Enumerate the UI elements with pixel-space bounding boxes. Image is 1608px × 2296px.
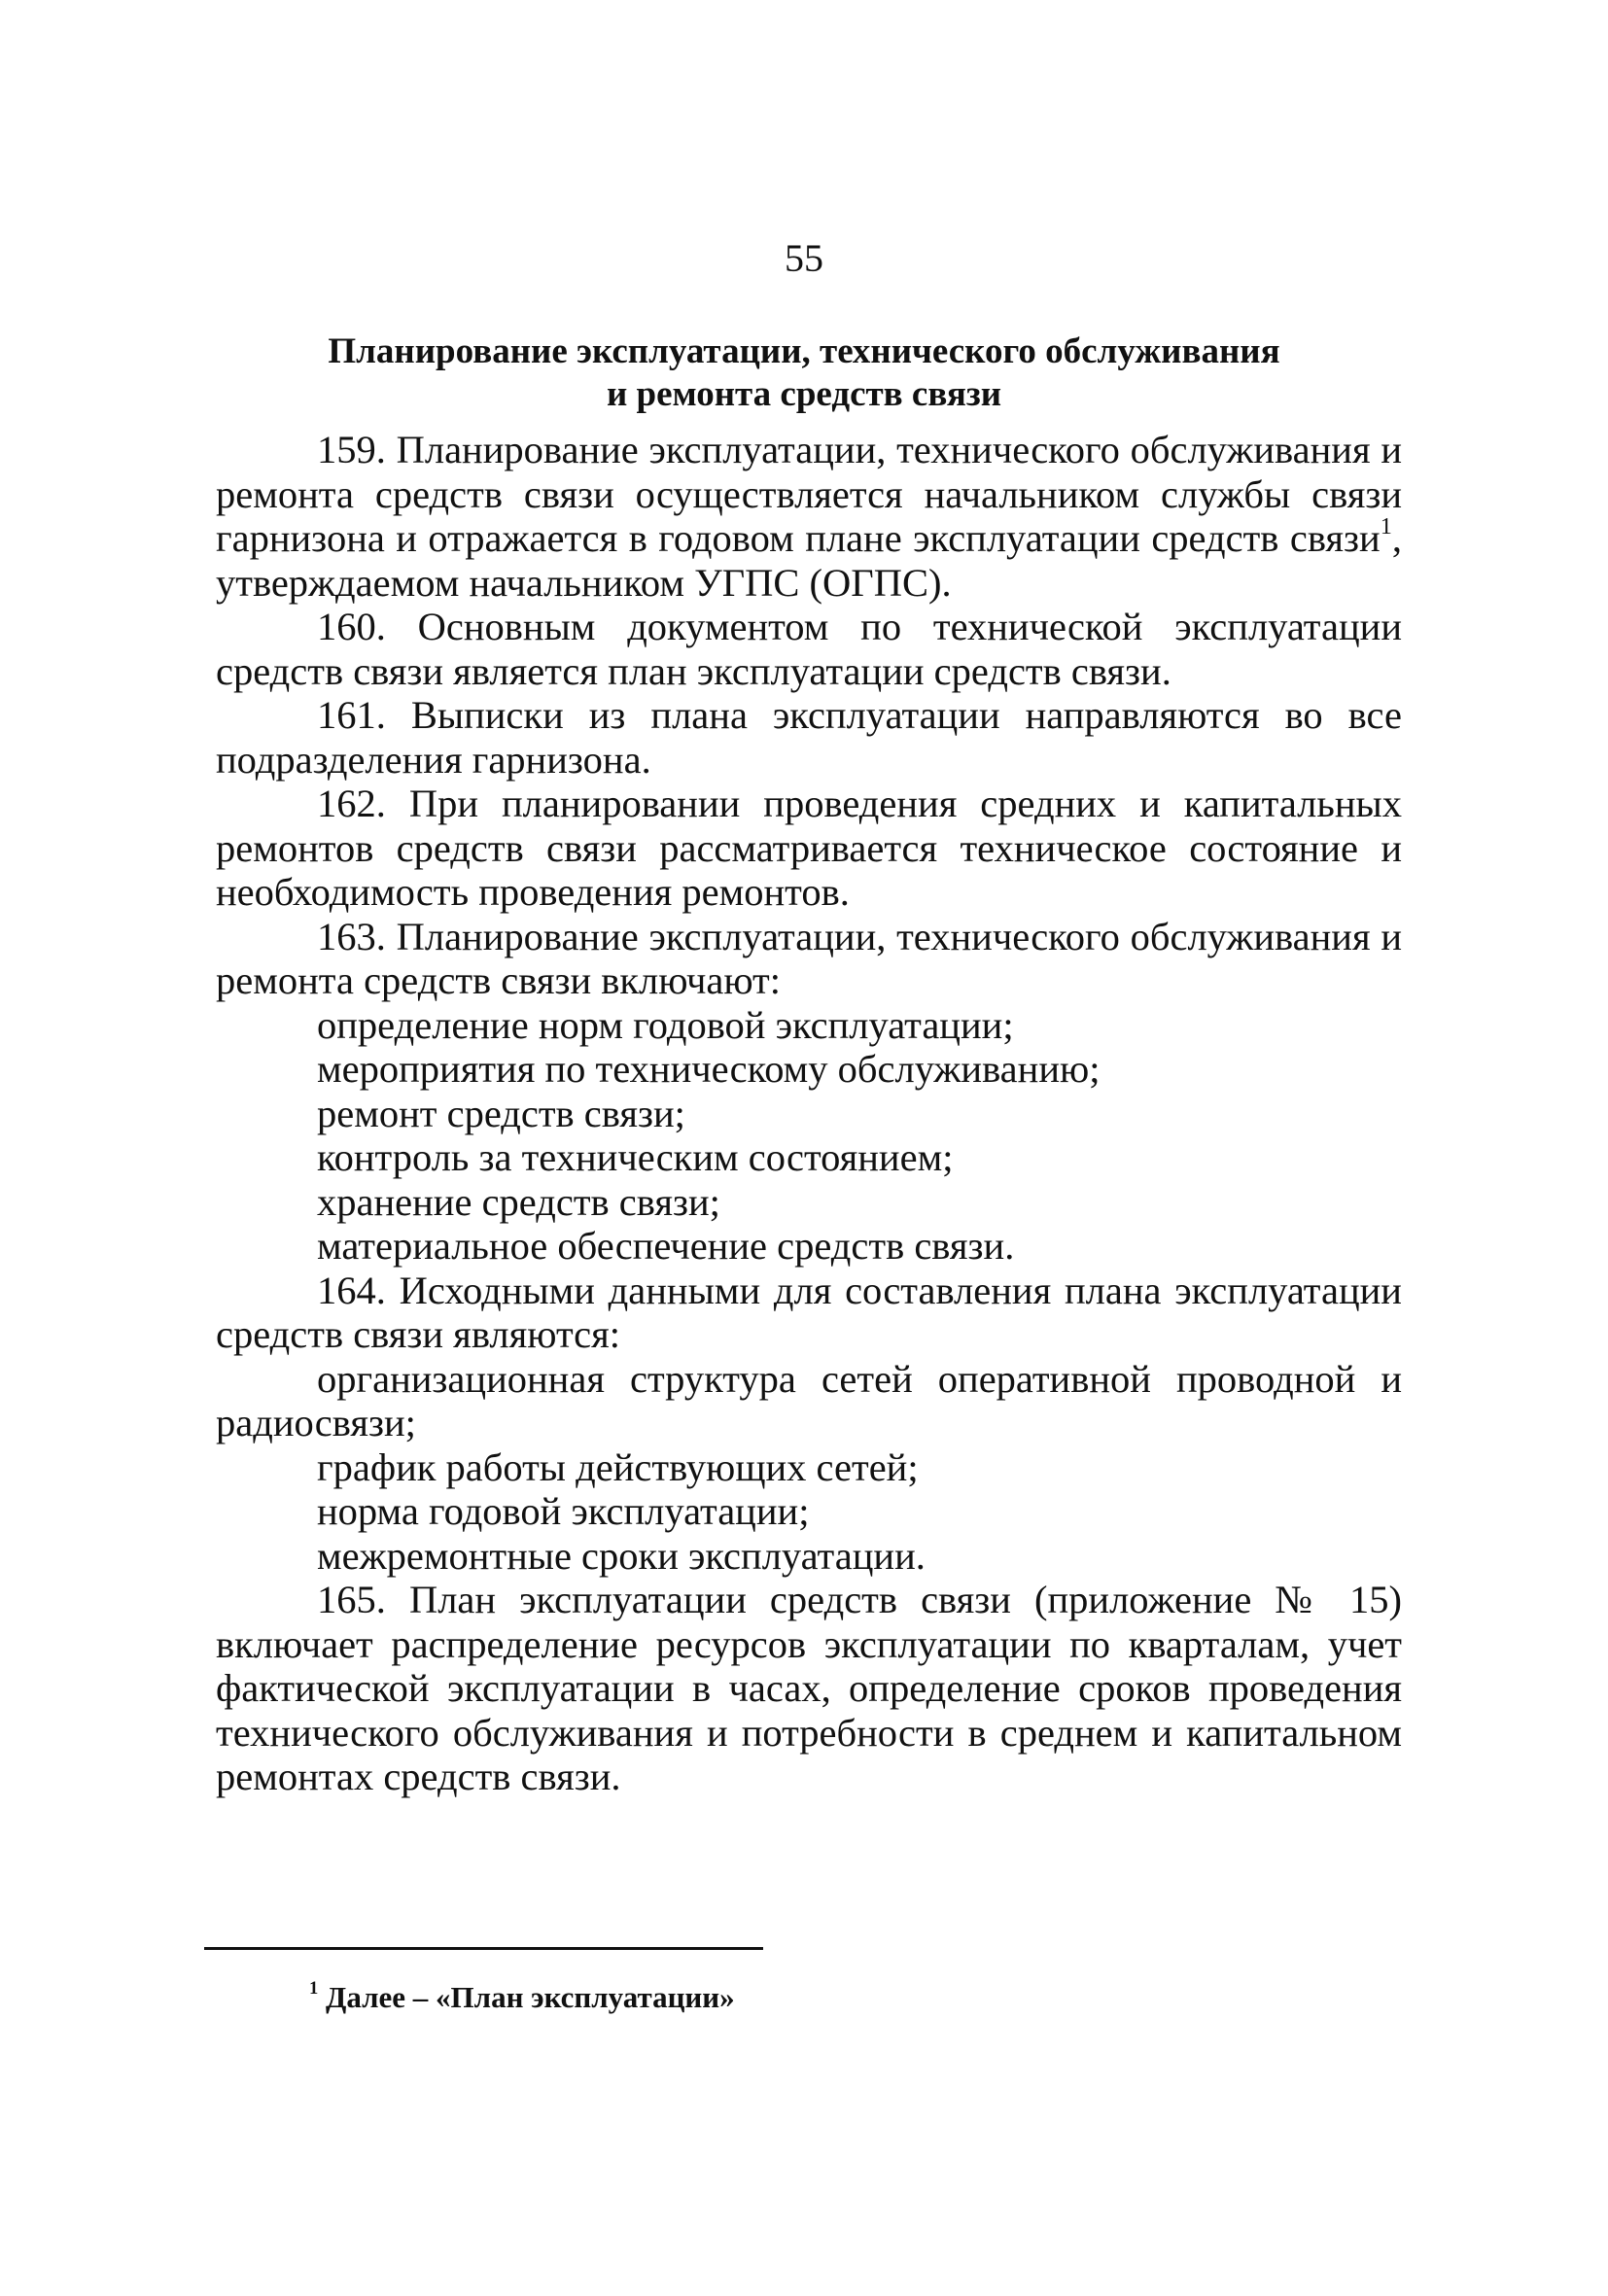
footnote-text: Далее – «План эксплуатации» bbox=[326, 1980, 735, 2014]
paragraph-163: 163. Планирование эксплуатации, технического обслуживания и ремонта средств связи включают: bbox=[216, 914, 1402, 1002]
list-item: определение норм годовой эксплуатации; bbox=[317, 1002, 1014, 1047]
list-item: организационная структура сетей оперативной проводной и радиосвязи; bbox=[216, 1356, 1402, 1444]
section-heading-line-2: и ремонта средств связи bbox=[606, 374, 1002, 414]
page-number: 55 bbox=[785, 236, 823, 280]
document-body bbox=[216, 428, 1402, 1799]
list-item: ремонт средств связи; bbox=[317, 1091, 685, 1135]
list-item: график работы действующих сетей; bbox=[317, 1444, 919, 1489]
list-item: норма годовой эксплуатации; bbox=[317, 1489, 810, 1533]
paragraph-159 bbox=[216, 428, 1402, 605]
paragraph-164: 164. Исходными данными для составления плана эксплуатации средств связи являются: bbox=[216, 1268, 1402, 1356]
footnote bbox=[309, 1979, 735, 2016]
list-item: мероприятия по техническому обслуживанию; bbox=[317, 1047, 1101, 1091]
list-item: межремонтные сроки эксплуатации. bbox=[317, 1533, 926, 1578]
footnote-marker: 1 bbox=[309, 1978, 319, 2000]
list-item: контроль за техническим состоянием; bbox=[317, 1135, 954, 1179]
list-item: хранение средств связи; bbox=[317, 1179, 720, 1224]
footnote-divider bbox=[204, 1947, 763, 1950]
section-heading bbox=[194, 330, 1414, 416]
paragraph-159-text-end: , утверждаемом начальником УГПС (ОГПС). bbox=[216, 516, 1402, 605]
paragraph-162: 162. При планировании проведения средних и капитальных ремонтов средств связи рассматривается техническое состояние и необходимость проведения ремонтов. bbox=[216, 782, 1402, 914]
paragraph-159-text: 159. Планирование эксплуатации, технического обслуживания и ремонта средств связи осуществляется начальником службы связи гарнизона и отражается в годовом плане эксплуатации средств связи bbox=[216, 428, 1402, 560]
paragraph-161: 161. Выписки из плана эксплуатации направляются во все подразделения гарнизона. bbox=[216, 693, 1402, 782]
footnote-reference: 1 bbox=[1380, 512, 1392, 539]
section-heading-line-1: Планирование эксплуатации, технического обслуживания bbox=[328, 331, 1280, 371]
paragraph-165: 165. План эксплуатации средств связи (приложение № 15) включает распределение ресурсов эксплуатации по кварталам, учет фактической эксплуатации в часах, определение сроков проведения технического обслуживания и потребности в среднем и капитальном ремонтах средств связи. bbox=[216, 1578, 1402, 1798]
paragraph-160: 160. Основным документом по технической эксплуатации средств связи является план эксплуатации средств связи. bbox=[216, 605, 1402, 693]
list-item: материальное обеспечение средств связи. bbox=[317, 1224, 1015, 1268]
